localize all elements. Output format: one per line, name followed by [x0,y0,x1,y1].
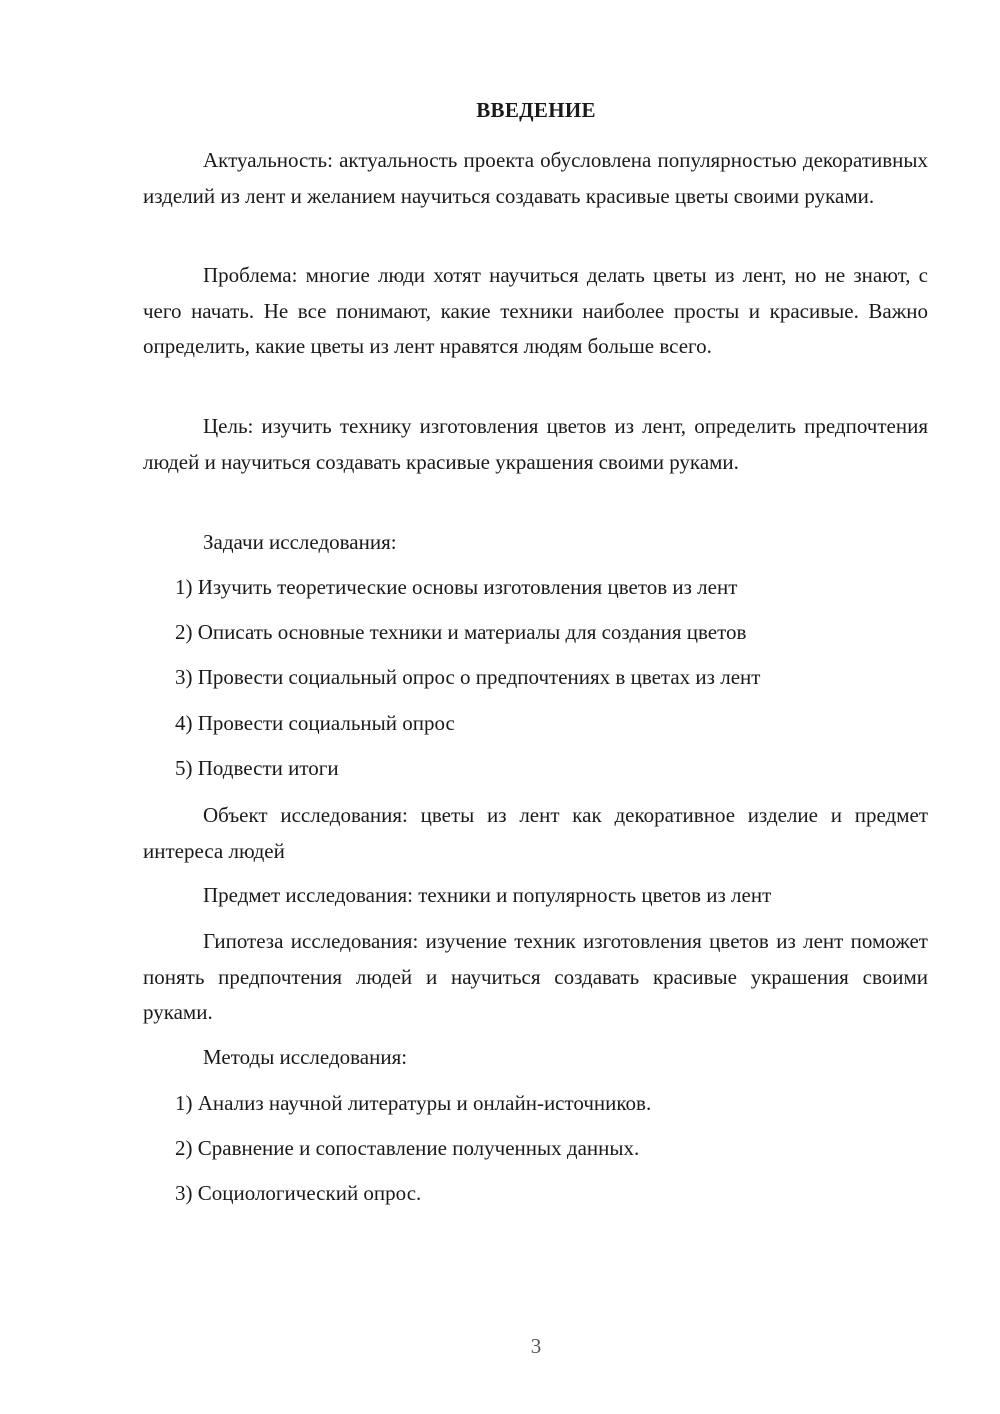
list-item: 3) Провести социальный опрос о предпочтениях в цветах из лент [175,665,761,689]
tasks-heading [143,525,928,561]
methods-heading [143,1040,928,1076]
goal-text: Цель: изучить технику изготовления цветов из лент, определить предпочтения людей и научиться создавать красивые украшения своими руками. [143,414,928,474]
page-title: ВВЕДЕНИЕ [476,98,596,122]
list-item: 2) Сравнение и сопоставление полученных данных. [175,1136,640,1160]
tasks-heading-text: Задачи исследования: [203,530,397,554]
subject-text: Предмет исследования: техники и популярность цветов из лент [203,883,772,907]
problem-paragraph [143,258,928,365]
problem-text: Проблема: многие люди хотят научиться делать цветы из лент, но не знают, с чего начать. Не все понимают, какие техники наиболее просты и красивые. Важно определить, какие цветы из лент нравятся людям больше всего. [143,263,928,358]
list-item: 5) Подвести итоги [175,756,339,780]
relevance-text: Актуальность: актуальность проекта обусловлена популярностью декоративных изделий из лент и желанием научиться создавать красивые цветы своими руками. [143,148,928,208]
methods-heading-text: Методы исследования: [203,1045,408,1069]
list-item: 1) Анализ научной литературы и онлайн-источников. [175,1091,652,1115]
hypothesis-text: Гипотеза исследования: изучение техник изготовления цветов из лент поможет понять предпочтения людей и научиться создавать красивые украшения своими руками. [143,929,928,1024]
list-item: 4) Провести социальный опрос [175,711,455,735]
object-paragraph [143,798,928,869]
goal-paragraph [143,409,928,480]
list-item: 3) Социологический опрос. [175,1181,422,1205]
hypothesis-paragraph [143,924,928,1031]
list-item: 1) Изучить теоретические основы изготовления цветов из лент [175,575,738,599]
subject-paragraph [143,878,928,914]
relevance-paragraph [143,143,928,214]
page-number: 3 [530,1334,542,1358]
object-text: Объект исследования: цветы из лент как декоративное изделие и предмет интереса людей [143,803,928,863]
list-item: 2) Описать основные техники и материалы для создания цветов [175,620,747,644]
